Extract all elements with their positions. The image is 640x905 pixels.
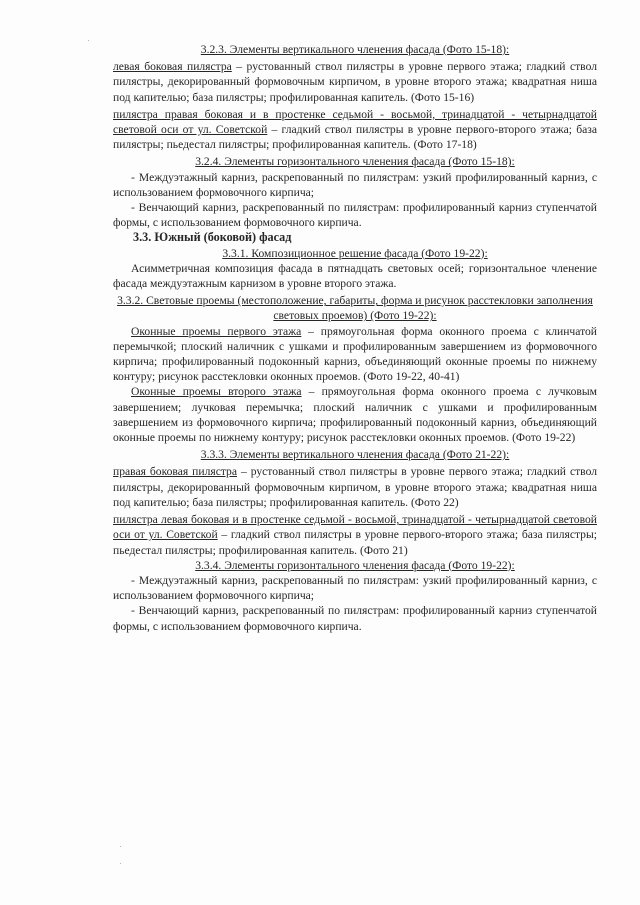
left-pilaster-paragraph	[113, 59, 597, 105]
right-pilaster-paragraph	[113, 107, 597, 153]
second-floor-windows-paragraph	[113, 384, 597, 445]
scan-speck	[120, 863, 121, 864]
section-3-3-4-title: 3.3.4. Элементы горизонтального членения фасада (Фото 19-22):	[195, 558, 515, 572]
second-floor-windows-term: Оконные проемы второго этажа	[131, 385, 302, 399]
section-3-2-4-title: 3.2.4. Элементы горизонтального членения фасада (Фото 15-18):	[195, 155, 515, 169]
second-floor-windows-description: – прямоугольная форма оконного проема с лучковым завершением; лучковая перемычка; плоский наличник с ушками и профилированным завершением из формовочного кирпича; профилированный подоконный карниз, объединяющий оконные проемы по нижнему контуру; рисунок расстекловки оконных проемов. (Фото 19-22)	[113, 385, 597, 445]
composition-description: Асимметричная композиция фасада в пятнадцать световых осей; горизонтальное членение фасада междуэтажным карнизом в уровне второго этажа.	[113, 261, 597, 291]
crowning-cornice-item: - Венчающий карниз, раскрепованный по пилястрам: профилированный карниз ступенчатой формы, с использованием формовочного кирпича.	[113, 201, 597, 230]
south-right-pilaster-term: правая боковая пилястра	[113, 465, 237, 479]
section-3-3-3-title: 3.3.3. Элементы вертикального членения фасада (Фото 21-22):	[200, 448, 510, 462]
interfloor-cornice-item: - Междуэтажный карниз, раскрепованный по пилястрам: узкий профилированный карниз, с использованием формовочного кирпича;	[113, 170, 597, 199]
section-3-3-2-title: 3.3.2. Световые проемы (местоположение, габариты, форма и рисунок расстекловки заполнения световых проемов) (Фото 19-22):	[117, 294, 593, 323]
section-3-3-heading: 3.3. Южный (боковой) фасад	[133, 230, 292, 245]
south-interfloor-cornice-item: - Междуэтажный карниз, раскрепованный по пилястрам: узкий профилированный карниз, с использованием формовочного кирпича;	[113, 573, 597, 603]
first-floor-windows-paragraph	[113, 324, 597, 385]
right-pilaster-description: – гладкий ствол пилястры в уровне первого-второго этажа; база пилястры; пьедестал пилястры; профилированная капитель. (Фото 17-18)	[113, 123, 598, 152]
section-3-2-3-title: 3.2.3. Элементы вертикального членения фасада (Фото 15-18):	[200, 43, 510, 56]
south-left-pilaster-term: пилястра левая боковая и в простенке седьмой - восьмой, тринадцатой - четырнадцатой световой оси от ул. Советской	[113, 513, 597, 542]
left-pilaster-term: левая боковая пилястра	[113, 60, 232, 74]
south-left-pilaster-paragraph	[113, 512, 597, 558]
scan-speck	[120, 846, 121, 847]
scan-speck	[88, 40, 89, 41]
section-3-3-1-title: 3.3.1. Композиционное решение фасада (Фото 19-22):	[222, 246, 488, 260]
south-right-pilaster-description: – рустованный ствол пилястры в уровне первого этажа; гладкий ствол пилястры, декорированный формовочным кирпичом, в уровне второго этажа; квадратная ниша под капителью; база пилястры; профилированная капитель. (Фото 22)	[113, 465, 597, 509]
south-left-pilaster-description: – гладкий ствол пилястры в уровне первого-второго этажа; база пилястры; пьедестал пилястры; профилированная капитель. (Фото 21)	[113, 528, 597, 557]
right-pilaster-term: пилястра правая боковая и в простенке седьмой - восьмой, тринадцатой - четырнадцатой световой оси от ул. Советской	[113, 107, 597, 137]
first-floor-windows-description: – прямоугольная форма оконного проема с клинчатой перемычкой; плоский наличник с ушками и профилированным завершением из формовочного кирпича; профилированный подоконный карниз, объединяющий оконные проемы по нижнему контуру; рисунок расстекловки оконных проемов. (Фото 19-22, 40-41)	[113, 324, 597, 384]
south-right-pilaster-paragraph	[113, 464, 597, 510]
left-pilaster-description: – рустованный ствол пилястры в уровне первого этажа; гладкий ствол пилястры, декорированный формовочным кирпичом, в уровне второго этажа; квадратная ниша под капителью; база пилястры; профилированная капитель. (Фото 15-16)	[113, 60, 597, 104]
first-floor-windows-term: Оконные проемы первого этажа	[131, 324, 302, 338]
south-crowning-cornice-item: - Венчающий карниз, раскрепованный по пилястрам: профилированный карниз ступенчатой формы, с использованием формовочного кирпича.	[113, 604, 597, 633]
document-body	[113, 42, 597, 634]
